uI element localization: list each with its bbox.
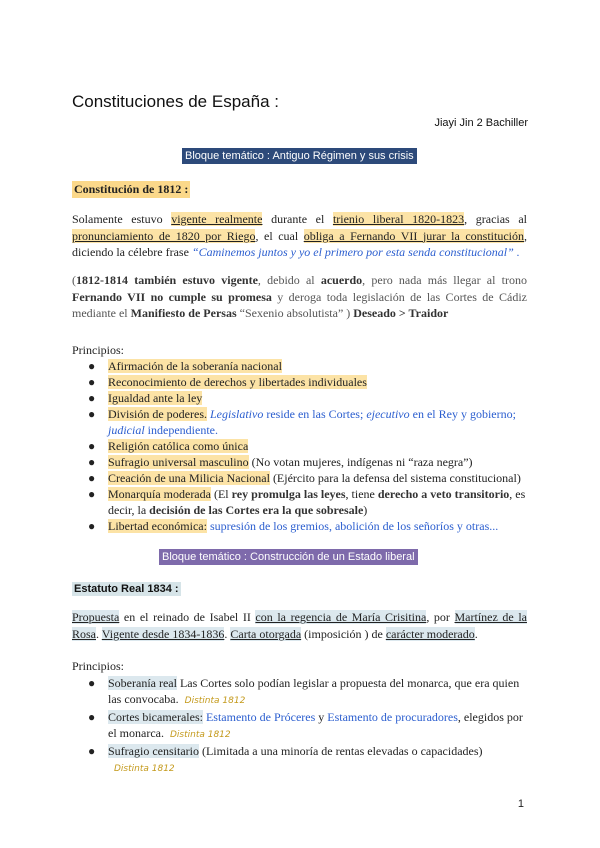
bloque-tematico-banner-2: Bloque temático : Construcción de un Estado liberal <box>159 549 418 565</box>
handwritten-note: Distinta 1812 <box>184 696 246 706</box>
bold-run: Fernando VII no cumple su promesa <box>72 289 272 304</box>
list-item <box>84 470 529 486</box>
bold-run: acuerdo <box>320 273 363 287</box>
list-item <box>84 454 529 470</box>
highlight-run: Vigente desde 1834-1836 <box>101 626 225 641</box>
text-run: . <box>224 626 231 641</box>
blue-run: judicial <box>108 423 145 437</box>
paragraph-estatuto-real <box>72 609 527 642</box>
text-run: , por <box>426 610 455 624</box>
list-item <box>84 518 529 534</box>
text-run: (Ejército para la defensa del sistema constitucional) <box>269 471 521 485</box>
highlight-run: Cortes bicamerales: <box>108 710 203 724</box>
bold-run: 1812-1814 también estuvo vigente <box>76 273 258 287</box>
list-item <box>84 390 529 406</box>
highlight-run: Religión católica como única <box>108 439 249 453</box>
list-item <box>84 486 529 518</box>
highlight-run: Libertad económica: <box>108 519 207 533</box>
blue-run: Legislativo <box>206 407 264 421</box>
page-number: 1 <box>517 798 524 810</box>
handwritten-note: Distinta 1812 <box>169 730 231 740</box>
bullet-icon: ● <box>88 407 96 421</box>
text-run: . <box>96 626 102 641</box>
text-run: (El <box>210 487 232 501</box>
text-run: (imposición ) de <box>301 626 386 641</box>
blue-run: reside en las Cortes; <box>263 407 367 421</box>
text-run: y deroga toda legislación de las Cortes de Cádiz mediante el <box>72 289 527 320</box>
list-item <box>84 675 529 709</box>
list-item <box>84 743 529 777</box>
bullet-icon: ● <box>88 359 96 373</box>
principles-label-1812: Principios: <box>72 343 125 357</box>
highlight-run: Carta otorgada <box>230 626 302 641</box>
text-run: , es decir, la <box>108 487 526 517</box>
bullet-icon: ● <box>88 471 96 485</box>
text-run: , diciendo la célebre frase <box>72 228 527 259</box>
bullet-icon: ● <box>88 676 96 690</box>
blue-run: supresión de los gremios, abolición de los señoríos y otras... <box>206 519 499 533</box>
text-run: , tiene <box>345 487 378 501</box>
text-run: , pero nada más llegar al trono <box>362 273 527 287</box>
bullet-icon: ● <box>88 487 96 501</box>
highlight-run: Sufragio censitario <box>108 744 199 758</box>
bullet-icon: ● <box>88 455 96 469</box>
principles-list-estatuto <box>84 675 529 777</box>
blue-run: ejecutivo <box>366 407 410 421</box>
quote-run: “Caminemos juntos y yo el primero por esta senda constitucional” . <box>191 245 520 259</box>
highlight-run: Propuesta <box>72 610 120 624</box>
list-item <box>84 358 529 374</box>
paragraph-1812-sexenio <box>72 272 527 322</box>
highlight-run: División de poderes. <box>108 407 207 421</box>
bloque-tematico-banner-1: Bloque temático : Antiguo Régimen y sus crisis <box>182 148 417 164</box>
highlight-run: Martínez de la Rosa <box>72 610 527 641</box>
bullet-icon: ● <box>88 744 96 758</box>
highlight-run: con la regencia de María Crisitina <box>255 610 427 624</box>
list-item <box>84 374 529 390</box>
bold-run: derecho a veto transitorio <box>377 487 510 501</box>
bold-run: decisión de las Cortes era la que sobresale <box>149 503 364 517</box>
highlight-run: Monarquía moderada <box>108 487 211 501</box>
text-run: (No votan mujeres, indígenas ni “raza negra”) <box>248 455 473 469</box>
text-run: , gracias al <box>464 212 528 226</box>
section-heading-estatuto-real: Estatuto Real 1834 : <box>74 583 179 595</box>
bold-run: Manifiesto de Persas <box>130 306 237 320</box>
text-run: y <box>315 710 328 724</box>
highlight-run: Creación de una Milicia Nacional <box>108 471 270 485</box>
highlight-run: Soberanía real <box>108 676 177 690</box>
bullet-icon: ● <box>88 439 96 453</box>
highlight-run: pronunciamiento de 1820 por Riego <box>72 228 256 243</box>
text-run: , el cual <box>255 228 304 243</box>
highlight-run: trienio liberal 1820-1823 <box>332 212 465 226</box>
principles-label-estatuto: Principios: <box>72 659 125 673</box>
text-run: , elegidos por el monarca. <box>108 710 523 740</box>
text-run: durante el <box>262 212 333 226</box>
text-run: Solamente estuvo <box>72 212 172 226</box>
list-item <box>84 406 529 438</box>
bold-run: Deseado > Traidor <box>353 306 449 320</box>
paragraph-1812-intro <box>72 211 527 261</box>
highlight-run: Igualdad ante la ley <box>108 391 203 405</box>
blue-run: Estamento de procuradores <box>327 710 458 724</box>
page-title: Constituciones de España : <box>72 92 279 111</box>
list-item <box>84 438 529 454</box>
author-name: Jiayi Jin 2 Bachiller <box>434 117 528 129</box>
highlight-run: Reconocimiento de derechos y libertades individuales <box>108 375 367 389</box>
bullet-icon: ● <box>88 710 96 724</box>
highlight-run: Afirmación de la soberanía nacional <box>108 359 282 373</box>
text-run: ) <box>363 503 368 517</box>
bullet-icon: ● <box>88 375 96 389</box>
blue-run: en el Rey y gobierno; <box>409 407 516 421</box>
text-run: . <box>474 626 478 641</box>
bold-run: rey promulga las leyes <box>231 487 346 501</box>
text-run: (Limitada a una minoría de rentas elevadas o capacidades) <box>198 744 483 758</box>
bullet-icon: ● <box>88 519 96 533</box>
highlight-run: Sufragio universal masculino <box>108 455 249 469</box>
text-run: Las Cortes solo podían legislar a propuesta del monarca, que era quien las convocaba. <box>108 676 520 706</box>
highlight-run: vigente realmente <box>171 212 263 226</box>
highlight-run: obliga a Fernando VII jurar la constitución <box>303 228 524 243</box>
handwritten-note: Distinta 1812 <box>114 764 175 774</box>
principles-list-1812 <box>84 358 529 534</box>
section-heading-1812: Constitución de 1812 : <box>74 182 189 196</box>
text-run: en el reinado de Isabel II <box>119 610 256 624</box>
bullet-icon: ● <box>88 391 96 405</box>
blue-run: Estamento de Próceres <box>202 710 316 724</box>
text-run: ( <box>72 273 76 287</box>
highlight-run: carácter moderado <box>385 626 475 641</box>
blue-run: independiente. <box>144 423 218 437</box>
text-run: “Sexenio absolutista” ) <box>236 306 354 320</box>
text-run: , debido al <box>257 273 321 287</box>
list-item <box>84 709 529 743</box>
